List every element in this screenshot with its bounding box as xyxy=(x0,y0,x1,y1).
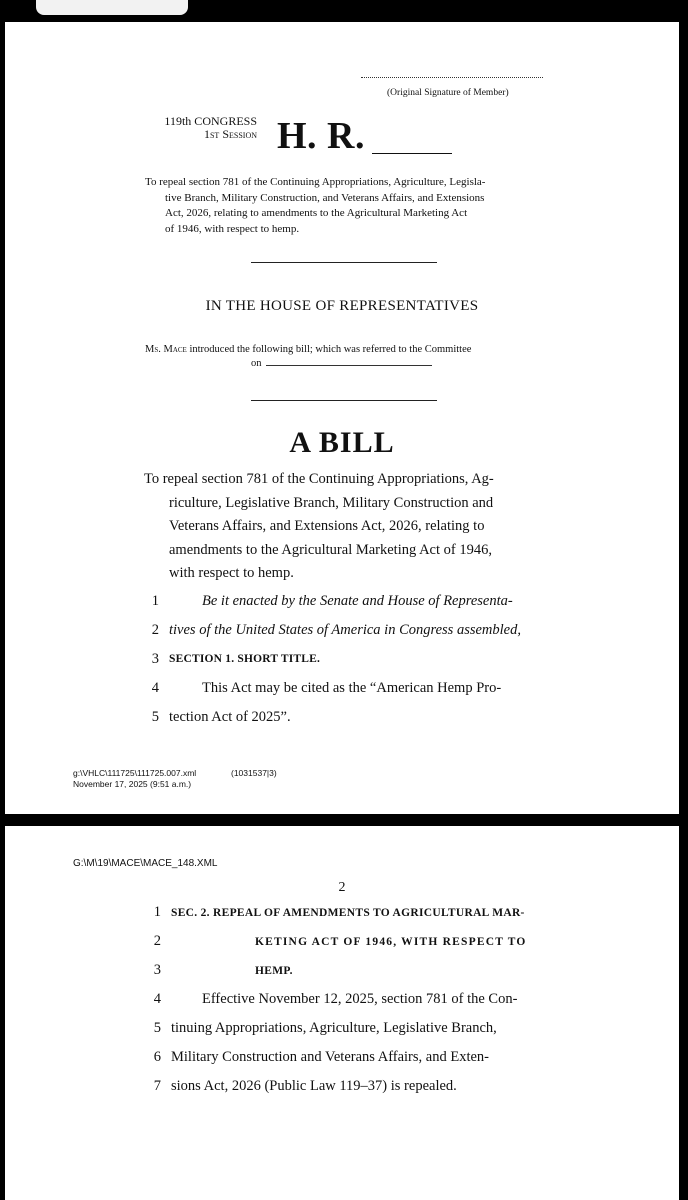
section-text-line: sions Act, 2026 (Public Law 119–37) is repealed. xyxy=(171,1078,457,1094)
short-title-line: of 1946, with respect to hemp. xyxy=(165,222,300,235)
line-number: 1 xyxy=(151,593,159,609)
long-title xyxy=(144,468,544,586)
short-title-line: Act, 2026, relating to amendments to the Agricultural Marketing Act xyxy=(165,207,468,219)
page-header-path: G:\M\19\MACE\MACE_148.XML xyxy=(73,858,218,869)
section-heading: HEMP. xyxy=(255,965,293,977)
section-heading: KETING ACT OF 1946, WITH RESPECT TO xyxy=(255,936,527,948)
signature-line xyxy=(361,77,543,78)
long-title-line: amendments to the Agricultural Marketing Act of 1946, xyxy=(169,541,492,558)
line-number: 4 xyxy=(153,991,161,1007)
long-title-line: riculture, Legislative Branch, Military Construction and xyxy=(169,494,494,511)
section-heading: SEC. 2. REPEAL OF AMENDMENTS TO AGRICULTURAL MAR- xyxy=(171,907,525,919)
page-number: 2 xyxy=(338,880,346,895)
bill-heading: A BILL xyxy=(289,426,395,459)
section-text-line: tinuing Appropriations, Agriculture, Legislative Branch, xyxy=(171,1020,497,1036)
line-number: 2 xyxy=(151,622,159,638)
document-page-1 xyxy=(5,22,679,814)
enacting-clause-line: tives of the United States of America in Congress assembled, xyxy=(169,622,521,638)
committee-blank xyxy=(266,357,432,366)
footer-code: (1031537|3) xyxy=(231,768,277,778)
bill-number: H. R. xyxy=(277,115,365,157)
long-title-line: To repeal section 781 of the Continuing Appropriations, Ag- xyxy=(144,471,494,487)
line-number: 4 xyxy=(151,680,159,696)
document-page-2 xyxy=(5,826,679,1200)
section-heading: SECTION 1. SHORT TITLE. xyxy=(169,653,321,665)
signature-label: (Original Signature of Member) xyxy=(387,88,509,98)
top-chrome-tab xyxy=(36,0,188,15)
short-title-line: To repeal section 781 of the Continuing Appropriations, Agriculture, Legisla- xyxy=(145,176,486,188)
chamber-heading: IN THE HOUSE OF REPRESENTATIVES xyxy=(205,298,479,314)
long-title-line: with respect to hemp. xyxy=(169,565,294,581)
section-text-line: Effective November 12, 2025, section 781 of the Con- xyxy=(202,991,518,1007)
line-number: 3 xyxy=(153,962,161,978)
bill-number-blank xyxy=(372,153,452,154)
line-number: 5 xyxy=(151,709,159,725)
file-footer xyxy=(73,768,196,790)
sponsor-name: Ms. Mace xyxy=(145,344,187,355)
short-title xyxy=(145,175,545,237)
section-text-line: tection Act of 2025”. xyxy=(169,709,291,725)
footer-date: November 17, 2025 (9:51 a.m.) xyxy=(73,779,192,789)
section-text-line: This Act may be cited as the “American Hemp Pro- xyxy=(202,680,502,696)
line-number: 3 xyxy=(151,651,159,667)
introduction-text: introduced the following bill; which was referred to the Committee xyxy=(186,344,472,355)
line-number: 5 xyxy=(153,1020,161,1036)
short-title-line: tive Branch, Military Construction, and Veterans Affairs, and Extensions xyxy=(165,191,485,204)
introduction-statement xyxy=(145,343,545,371)
line-number: 6 xyxy=(153,1049,161,1065)
congress-session-block xyxy=(125,115,257,141)
enacting-clause-line: Be it enacted by the Senate and House of Representa- xyxy=(202,593,513,609)
committee-on-label: on xyxy=(251,358,262,369)
section-text-line: Military Construction and Veterans Affairs, and Exten- xyxy=(171,1049,489,1065)
session-label: 1st Session xyxy=(203,127,257,141)
congress-label: 119th CONGRESS xyxy=(164,114,257,128)
divider xyxy=(251,262,437,263)
divider xyxy=(251,400,437,401)
footer-path: g:\VHLC\111725\111725.007.xml xyxy=(73,768,197,778)
line-number: 1 xyxy=(153,904,161,920)
line-number: 2 xyxy=(153,933,161,949)
long-title-line: Veterans Affairs, and Extensions Act, 2026, relating to xyxy=(169,518,485,534)
line-number: 7 xyxy=(153,1078,161,1094)
